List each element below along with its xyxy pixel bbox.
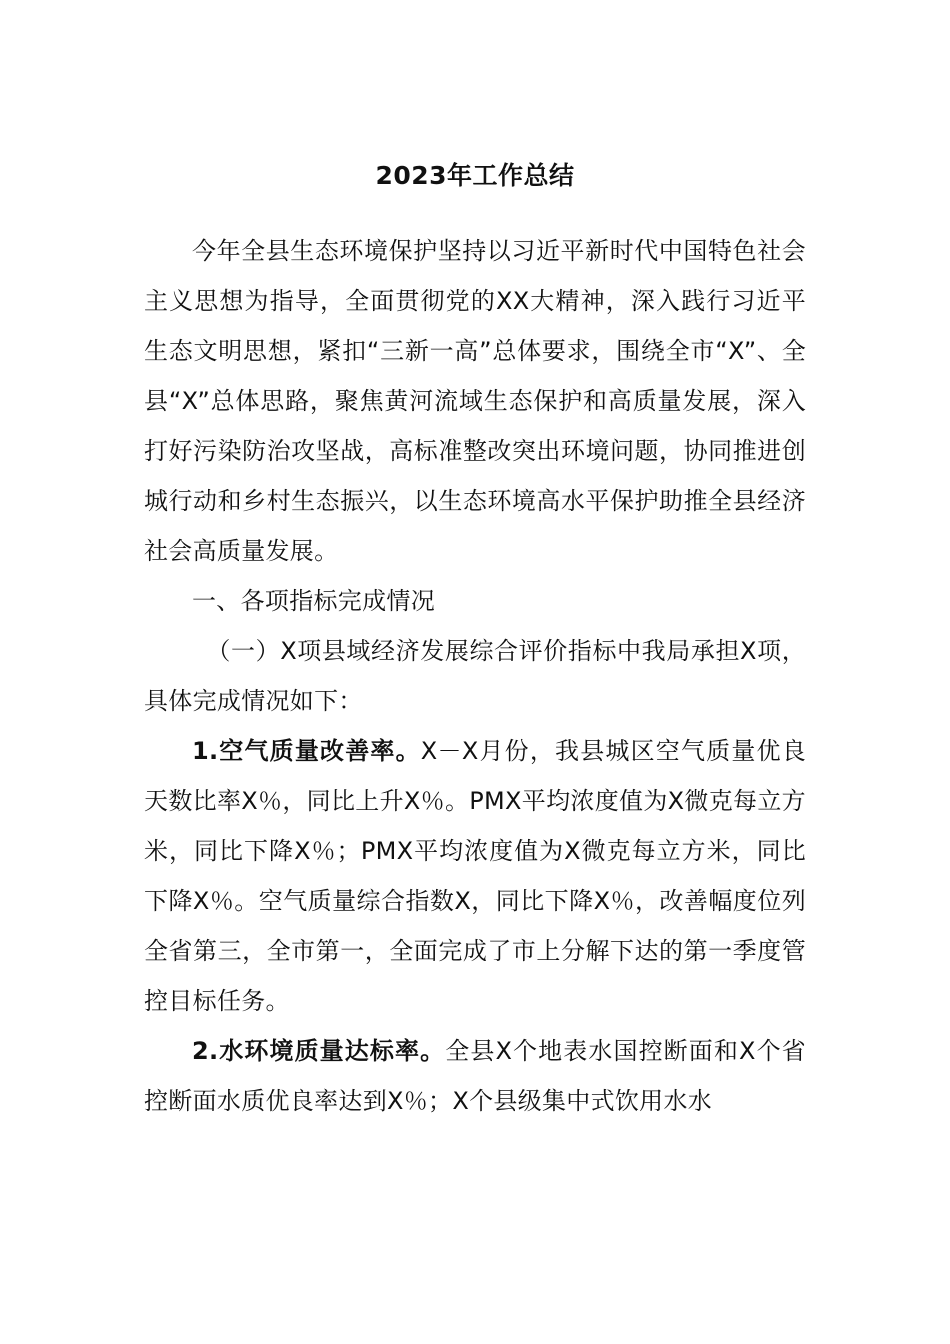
document-body [144, 226, 806, 1126]
item-text-air-quality: X－X月份，我县城区空气质量优良天数比率X％，同比上升X％。PMX平均浓度值为X微克每立方米，同比下降X％；PMX平均浓度值为X微克每立方米，同比下降X％。空气质量综合指数X，同比下降X％，改善幅度位列全省第三，全市第一，全面完成了市上分解下达的第一季度管控目标任务。 [144, 737, 806, 1015]
subsection-paragraph: （一）X项县域经济发展综合评价指标中我局承担X项，具体完成情况如下： [144, 637, 806, 715]
item-title-water-quality: 2.水环境质量达标率。 [192, 1037, 446, 1065]
intro-paragraph: 今年全县生态环境保护坚持以习近平新时代中国特色社会主义思想为指导，全面贯彻党的XX大精神，深入践行习近平生态文明思想，紧扣“三新一高”总体要求，围绕全市“X”、全县“X”总体思路，聚焦黄河流域生态保护和高质量发展，深入打好污染防治攻坚战，高标准整改突出环境问题，协同推进创城行动和乡村生态振兴，以生态环境高水平保护助推全县经济社会高质量发展。 [144, 237, 806, 565]
section-heading: 一、各项指标完成情况 [192, 587, 435, 615]
document-title: 2023年工作总结 [375, 161, 575, 190]
item-text-water-quality: 全县X个地表水国控断面和X个省控断面水质优良率达到X％；X个县级集中式饮用水水 [144, 1037, 806, 1115]
item-paragraph-water-quality [144, 1026, 806, 1126]
item-paragraph-air-quality [144, 726, 806, 1026]
item-title-air-quality: 1.空气质量改善率。 [192, 737, 421, 765]
